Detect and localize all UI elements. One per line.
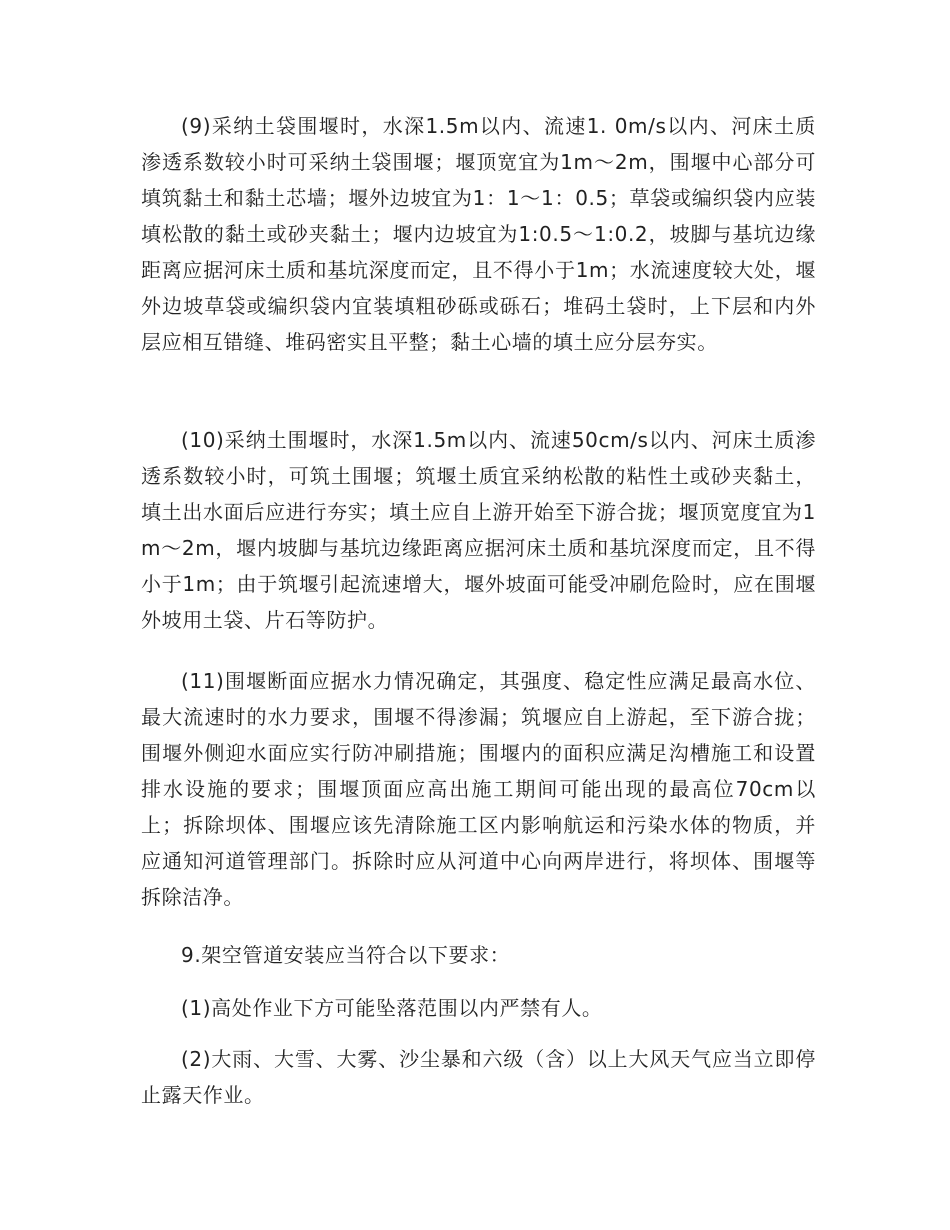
paragraph-weather-stop-work: (2)大雨、大雪、大雾、沙尘暴和六级（含）以上大风天气应当立即停止露天作业。 <box>141 1047 816 1107</box>
paragraph-high-work-safety: (1)高处作业下方可能坠落范围以内严禁有人。 <box>181 996 603 1020</box>
paragraph-earth-bag-cofferdam: (9)采纳土袋围堰时，水深1.5m以内、流速1. 0m/s以内、河床土质渗透系数较小时可采纳土袋围堰；堰顶宽宜为1m～2m，围堰中心部分可填筑黏土和黏土芯墙；堰外边坡宜为1：1～1：0.5；草袋或编织袋内应装填松散的黏土或砂夹黏土；堰内边坡宜为1:0.5～1:0.2，坡脚与基坑边缘距离应据河床土质和基坑深度而定，且不得小于1m；水流速度较大处，堰外边坡草袋或编织袋内宜装填粗砂砾或砾石；堆码土袋时，上下层和内外层应相互错缝、堆码密实且平整；黏土心墙的填土应分层夯实。 <box>141 114 816 354</box>
paragraph-earth-cofferdam: (10)采纳土围堰时，水深1.5m以内、流速50cm/s以内、河床土质渗透系数较小时，可筑土围堰；筑堰土质宜采纳松散的粘性土或砂夹黏土，填土出水面后应进行夯实；填土应自上游开始至下游合拢；堰顶宽度宜为1m～2m，堰内坡脚与基坑边缘距离应据河床土质和基坑深度而定，且不得小于1m；由于筑堰引起流速增大，堰外坡面可能受冲刷危险时，应在围堰外坡用土袋、片石等防护。 <box>141 428 816 632</box>
paragraph-cofferdam-section: (11)围堰断面应据水力情况确定，其强度、稳定性应满足最高水位、最大流速时的水力要求，围堰不得渗漏；筑堰应自上游起，至下游合拢；围堰外侧迎水面应实行防冲刷措施；围堰内的面积应满足沟槽施工和设置排水设施的要求；围堰顶面应高出施工期间可能出现的最高位70cm以上；拆除坝体、围堰应该先清除施工区内影响航运和污染水体的物质，并应通知河道管理部门。拆除时应从河道中心向两岸进行，将坝体、围堰等拆除洁净。 <box>141 669 816 909</box>
section-heading-overhead-pipe: 9.架空管道安装应当符合以下要求： <box>181 943 511 967</box>
